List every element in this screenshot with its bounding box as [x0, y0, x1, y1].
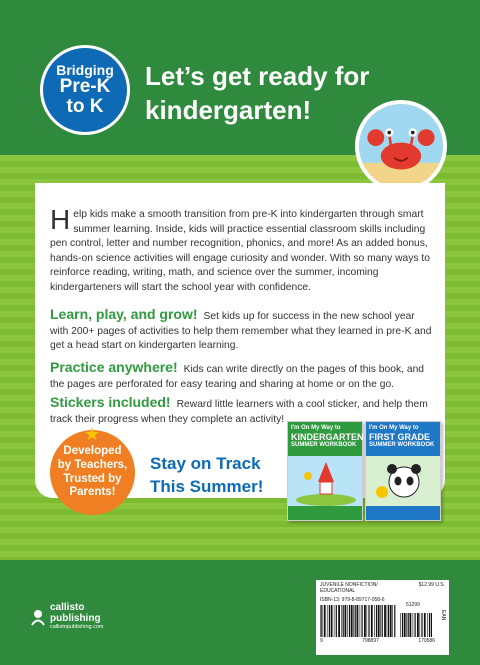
barcode-bar — [424, 613, 426, 637]
barcode-bar — [400, 613, 401, 637]
barcode-bar — [427, 613, 428, 637]
barcode-bar — [380, 605, 381, 637]
publisher-logo — [30, 603, 104, 630]
barcode-bar — [421, 613, 422, 637]
book-footer-strip — [366, 506, 440, 520]
barcode-block — [316, 580, 449, 655]
barcode-bar — [351, 605, 353, 637]
badge-line-1: Bridging — [56, 61, 114, 78]
barcode-bar — [394, 605, 395, 637]
section-lead: Practice anywhere! — [50, 359, 178, 375]
barcode-digit-mid2: 170586 — [418, 637, 435, 644]
grade-badge — [40, 45, 130, 135]
barcode-bar — [404, 613, 406, 637]
barcode-bar — [336, 605, 337, 637]
badge-line-2: Pre-K — [59, 76, 111, 98]
barcode-bar — [415, 613, 416, 637]
section-learn — [50, 305, 435, 354]
barcode-bar — [384, 605, 386, 637]
barcode-bar — [371, 605, 373, 637]
barcode-bar — [357, 605, 359, 637]
barcode-bar — [329, 605, 330, 637]
barcode-bar — [378, 605, 380, 637]
barcode-bar — [320, 605, 321, 637]
barcode-bar — [353, 605, 354, 637]
badge-line-3: to K — [66, 96, 104, 118]
barcode-bar — [343, 605, 344, 637]
barcode-main-bars — [320, 605, 396, 637]
barcode-bar — [362, 605, 363, 637]
barcode-bar — [364, 605, 366, 637]
crab-icon — [359, 104, 443, 188]
publisher-name-1: callisto — [50, 602, 85, 613]
barcode-bar — [341, 605, 342, 637]
section-practice — [50, 358, 435, 392]
rocket-icon — [288, 456, 364, 506]
section-text: Reward little learners with a cool sticker, and help them track their progress when they complete an activity! — [50, 399, 428, 425]
barcode-bar — [345, 605, 347, 637]
barcode-bar — [390, 605, 392, 637]
book-footer-strip — [288, 506, 362, 520]
barcode-bar — [374, 605, 375, 637]
barcode-bar — [338, 605, 340, 637]
barcode-header — [320, 583, 445, 595]
panda-icon — [366, 456, 442, 506]
barcode-bar — [355, 605, 356, 637]
barcode-category-2: EDUCATIONAL — [320, 587, 356, 594]
barcode-isbn: ISBN-13: 979-8-89717-058-6 — [320, 596, 385, 603]
barcode-bar — [392, 605, 393, 637]
barcode-category-1: JUVENILE NONFICTION/ — [320, 582, 378, 588]
barcode-bar — [331, 605, 333, 637]
intro-paragraph — [50, 204, 435, 296]
book-cover-kindergarten — [287, 421, 363, 521]
publisher-name-2: publishing — [50, 612, 101, 624]
barcode-bar — [408, 613, 409, 637]
barcode-bar — [382, 605, 383, 637]
barcode-digit-left: 9 — [320, 637, 323, 644]
barcode-ean: EAN — [440, 610, 446, 621]
book-subtitle: SUMMER WORKBOOK — [291, 442, 357, 449]
barcode-bar — [429, 613, 430, 637]
barcode-bar — [327, 605, 328, 637]
book-title-block — [366, 422, 440, 456]
section-text: Set kids up for success in the new school year with 200+ pages of activities to help them remember what they learned in pre-K and get a head start on kindergarten learning. — [50, 311, 432, 352]
section-lead: Learn, play, and grow! — [50, 306, 198, 322]
barcode-bar — [413, 613, 414, 637]
book-cover-first-grade — [365, 421, 441, 521]
barcode-bar — [347, 605, 348, 637]
section-text: Kids can write directly on the pages of this book, and the pages are perforated for easy tearing and sharing at home or on the go. — [50, 364, 425, 390]
book-small-title: I'm On My Way to — [369, 425, 419, 431]
developed-by-teachers-badge — [50, 424, 135, 515]
dev-badge-text: Developed by Teachers, Trusted by Parents! — [57, 444, 128, 499]
book-big-title: FIRST GRADE — [369, 431, 431, 442]
barcode-bar — [324, 605, 326, 637]
barcode-price: $12.99 U.S. — [418, 582, 445, 588]
barcode-bar — [410, 613, 412, 637]
publisher-url: callistopublishing.com — [50, 624, 104, 630]
barcode-bar — [367, 605, 368, 637]
barcode-bar — [368, 605, 369, 637]
barcode-digits — [320, 638, 435, 644]
book-small-title: I'm On My Way to — [291, 425, 341, 431]
barcode-bar — [349, 605, 350, 637]
crab-illustration — [355, 100, 447, 192]
barcode-bar — [388, 605, 389, 637]
stay-line-1: Stay on Track — [150, 454, 261, 473]
barcode-bar — [321, 605, 322, 637]
book-title-block — [288, 422, 362, 456]
callisto-logo-icon — [30, 608, 46, 626]
star-icon: ★ — [84, 424, 101, 444]
barcode-bar — [406, 613, 407, 637]
barcode-bar — [376, 605, 377, 637]
stay-line-2: This Summer! — [150, 476, 264, 496]
intro-text: elp kids make a smooth transition from pre-K into kindergarten through smart summer learning. Inside, kids will practice essential classroom skills including pen control, letter and number recognition, phonics, and more! As an added bonus, hands-on science activities will engage curiosity and wonder. With so many ways to reinforce reading, writing, math, and science over the summer, incoming kindergarteners will start the school year with confidence. — [50, 209, 431, 294]
headline: Let’s get ready for kindergarten! — [145, 61, 370, 125]
barcode-bar — [420, 613, 421, 637]
barcode-bar — [360, 605, 361, 637]
drop-cap: H — [50, 204, 71, 235]
barcode-bar — [417, 613, 419, 637]
barcode-addon-bars — [400, 613, 432, 637]
book-art — [288, 456, 362, 506]
section-lead: Stickers included! — [50, 394, 171, 410]
barcode-bar — [402, 613, 403, 637]
stay-on-track — [150, 453, 263, 499]
barcode-price-code: 51299 — [406, 602, 420, 608]
book-big-title: KINDERGARTEN — [291, 431, 364, 442]
book-art — [366, 456, 440, 506]
book-subtitle: SUMMER WORKBOOK — [369, 442, 435, 449]
barcode-bar — [387, 605, 388, 637]
barcode-bar — [334, 605, 335, 637]
barcode-bar — [431, 613, 432, 637]
barcode-bars — [320, 605, 445, 637]
barcode-digit-mid1: 798897 — [362, 637, 379, 644]
